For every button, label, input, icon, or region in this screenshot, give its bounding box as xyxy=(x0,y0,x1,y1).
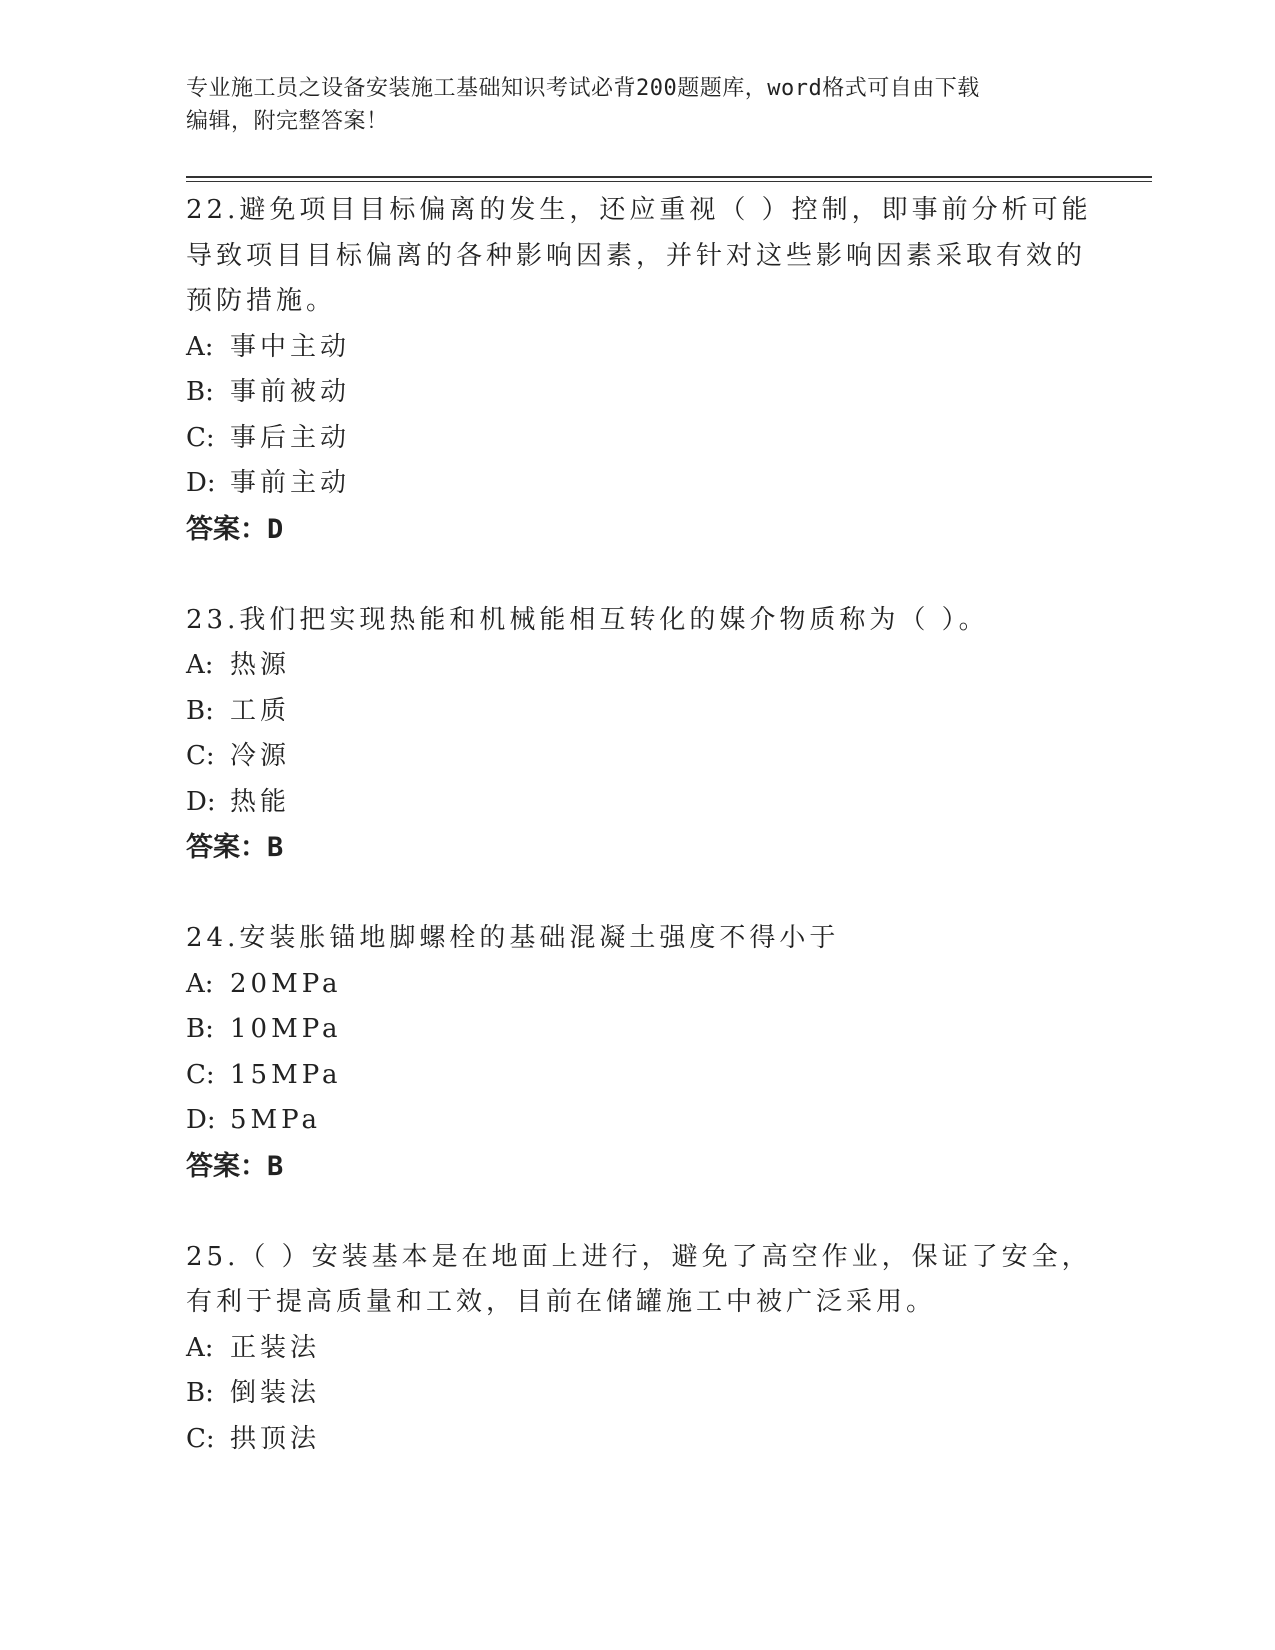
question-23 xyxy=(186,598,1106,871)
option-letter: D: xyxy=(186,786,216,817)
option-text: 热源 xyxy=(230,650,291,680)
option-a xyxy=(186,643,1106,689)
option-letter: A: xyxy=(186,331,214,362)
option-text: 20MPa xyxy=(230,968,342,999)
option-b xyxy=(186,1007,1106,1053)
spacer xyxy=(186,552,1106,598)
option-text: 工质 xyxy=(230,695,291,726)
option-c xyxy=(186,734,1106,780)
option-letter: D: xyxy=(186,468,216,498)
question-stem: 24.安装胀锚地脚螺栓的基础混凝土强度不得小于 xyxy=(186,923,840,953)
option-text: 热能 xyxy=(230,786,291,817)
option-c xyxy=(186,416,1106,462)
question-24 xyxy=(186,916,1106,1189)
option-letter: B: xyxy=(186,1014,214,1044)
option-text: 10MPa xyxy=(230,1014,342,1044)
option-d xyxy=(186,780,1106,826)
option-c xyxy=(186,1053,1106,1099)
option-text: 拱顶法 xyxy=(230,1423,321,1454)
option-text: 事前主动 xyxy=(230,468,351,498)
option-text: 冷源 xyxy=(230,741,291,771)
spacer xyxy=(186,871,1106,917)
question-stem: 23.我们把实现热能和机械能相互转化的媒介物质称为（ ）。 xyxy=(186,604,989,635)
answer-line: 答案：D xyxy=(186,513,284,545)
option-text: 事前被动 xyxy=(230,377,351,407)
option-b xyxy=(186,689,1106,735)
option-letter: C: xyxy=(186,1059,215,1090)
option-letter: C: xyxy=(186,422,215,453)
header-title-line-2: 编辑，附完整答案！ xyxy=(186,109,389,134)
option-letter: A: xyxy=(186,1332,214,1363)
question-stem: 25.（ ）安装基本是在地面上进行，避免了高空作业，保证了安全，有利于提高质量和工效，目前在储罐施工中被广泛采用。 xyxy=(186,1241,1092,1317)
option-text: 事中主动 xyxy=(230,331,351,362)
option-letter: A: xyxy=(186,968,214,999)
question-stem: 22.避免项目目标偏离的发生，还应重视（ ）控制，即事前分析可能导致项目目标偏离的各种影响因素，并针对这些影响因素采取有效的预防措施。 xyxy=(186,195,1092,316)
option-letter: D: xyxy=(186,1105,216,1135)
header-divider-thick xyxy=(186,176,1152,178)
option-letter: B: xyxy=(186,377,214,407)
option-a xyxy=(186,962,1106,1008)
option-b xyxy=(186,1371,1106,1417)
option-text: 事后主动 xyxy=(230,422,351,453)
option-text: 5MPa xyxy=(230,1105,321,1135)
answer-line: 答案：B xyxy=(186,1150,284,1182)
option-letter: A: xyxy=(186,650,214,680)
option-text: 倒装法 xyxy=(230,1378,321,1408)
spacer xyxy=(186,1189,1106,1235)
option-text: 15MPa xyxy=(230,1059,342,1090)
option-b xyxy=(186,370,1106,416)
option-letter: C: xyxy=(186,741,215,771)
document-header xyxy=(186,72,1086,138)
option-a xyxy=(186,325,1106,371)
option-letter: B: xyxy=(186,1378,214,1408)
header-title-line-1: 专业施工员之设备安装施工基础知识考试必背200题题库，word格式可自由下载 xyxy=(186,76,980,101)
option-d xyxy=(186,461,1106,507)
option-c xyxy=(186,1417,1106,1463)
question-25 xyxy=(186,1235,1106,1463)
option-letter: B: xyxy=(186,695,214,726)
option-text: 正装法 xyxy=(230,1332,321,1363)
option-a xyxy=(186,1326,1106,1372)
option-letter: C: xyxy=(186,1423,215,1454)
option-d xyxy=(186,1098,1106,1144)
header-divider-thin xyxy=(186,181,1152,182)
answer-line: 答案：B xyxy=(186,832,284,863)
question-list xyxy=(186,188,1106,1462)
question-22 xyxy=(186,188,1106,552)
